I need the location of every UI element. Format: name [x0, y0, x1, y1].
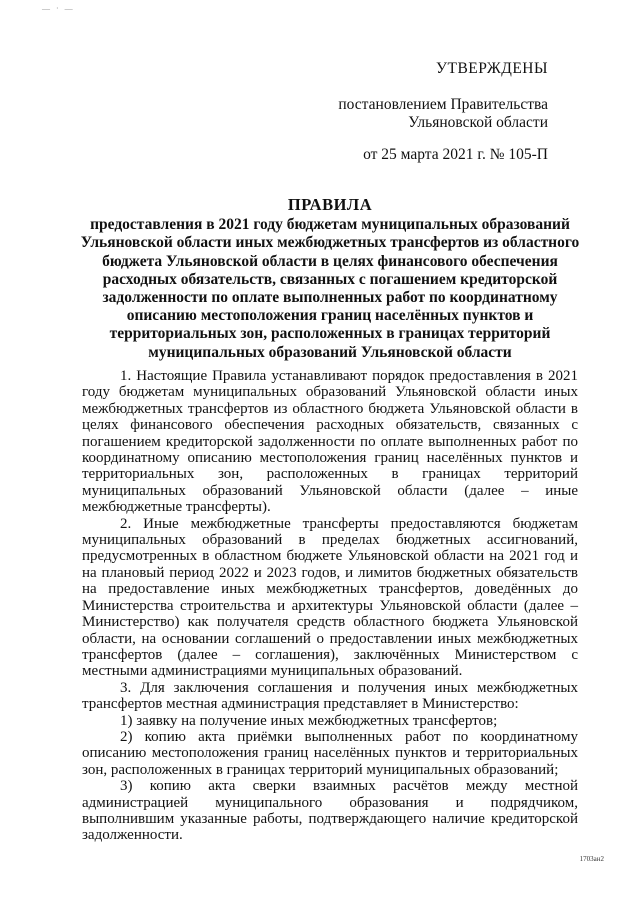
list-item-1: 1) заявку на получение иных межбюджетных трансфертов;: [120, 712, 498, 729]
approval-heading: УТВЕРЖДЕНЫ: [436, 60, 548, 77]
title-subtitle: предоставления в 2021 году бюджетам муниципальных образований Ульяновской области иных межбюджетных трансфертов из областного бюджета Ульяновской области в целях финансового обеспечения расходных обязательств, связанных с погашением кредиторской задолженности по оплате выполненных работ по координатному описанию местоположения границ населённых пунктов и территориальных зон, расположенных в границах территорий муниципальных образований Ульяновской области: [80, 216, 580, 361]
scan-artifact: — · —: [42, 4, 75, 13]
footer-code: 1703ан2: [579, 855, 604, 863]
list-item-3: 3) копию акта сверки взаимных расчётов между местной администрацией муниципального образования и подрядчиком, выполнившим указанные работы, подтверждающего наличие кредиторской задолженности.: [82, 778, 578, 844]
paragraph-2: 2. Иные межбюджетные трансферты предоставляются бюджетам муниципальных образований в пределах бюджетных ассигнований, предусмотренных в областном бюджете Ульяновской области на 2021 год и на плановый период 2022 и 2023 годов, и лимитов бюджетных обязательств на предоставление иных межбюджетных трансфертов, доведённых до Министерства строительства и архитектуры Ульяновской области (далее – Министерство) как получателя средств областного бюджета Ульяновской области, на основании соглашений о предоставлении иных межбюджетных трансфертов (далее – соглашения), заключённых Министерством с местными администрациями муниципальных образований.: [82, 515, 578, 680]
paragraph-1: 1. Настоящие Правила устанавливают порядок предоставления в 2021 году бюджетам муниципальных образований Ульяновской области иных межбюджетных трансфертов из областного бюджета Ульяновской области в целях финансового обеспечения расходных обязательств, связанных с погашением кредиторской задолженности по оплате выполненных работ по координатному описанию местоположения границ населённых пунктов и территориальных зон, расположенных в границах территорий муниципальных образований Ульяновской области (далее – иные межбюджетные трансферты).: [82, 368, 578, 516]
list-item-2: 2) копию акта приёмки выполненных работ по координатному описанию местоположения границ населённых пунктов и территориальных зон, расположенных в границах территорий муниципальных образований;: [82, 728, 578, 778]
document-body: [82, 368, 578, 844]
approval-line-1: постановлением Правительства: [338, 96, 548, 113]
paragraph-3: 3. Для заключения соглашения и получения иных межбюджетных трансфертов местная администрация представляет в Министерство:: [82, 679, 578, 713]
title-main: ПРАВИЛА: [287, 195, 373, 214]
approval-line-2: Ульяновской области: [408, 114, 548, 131]
document-title: [80, 196, 580, 362]
approval-line-3: от 25 марта 2021 г. № 105-П: [363, 146, 548, 163]
